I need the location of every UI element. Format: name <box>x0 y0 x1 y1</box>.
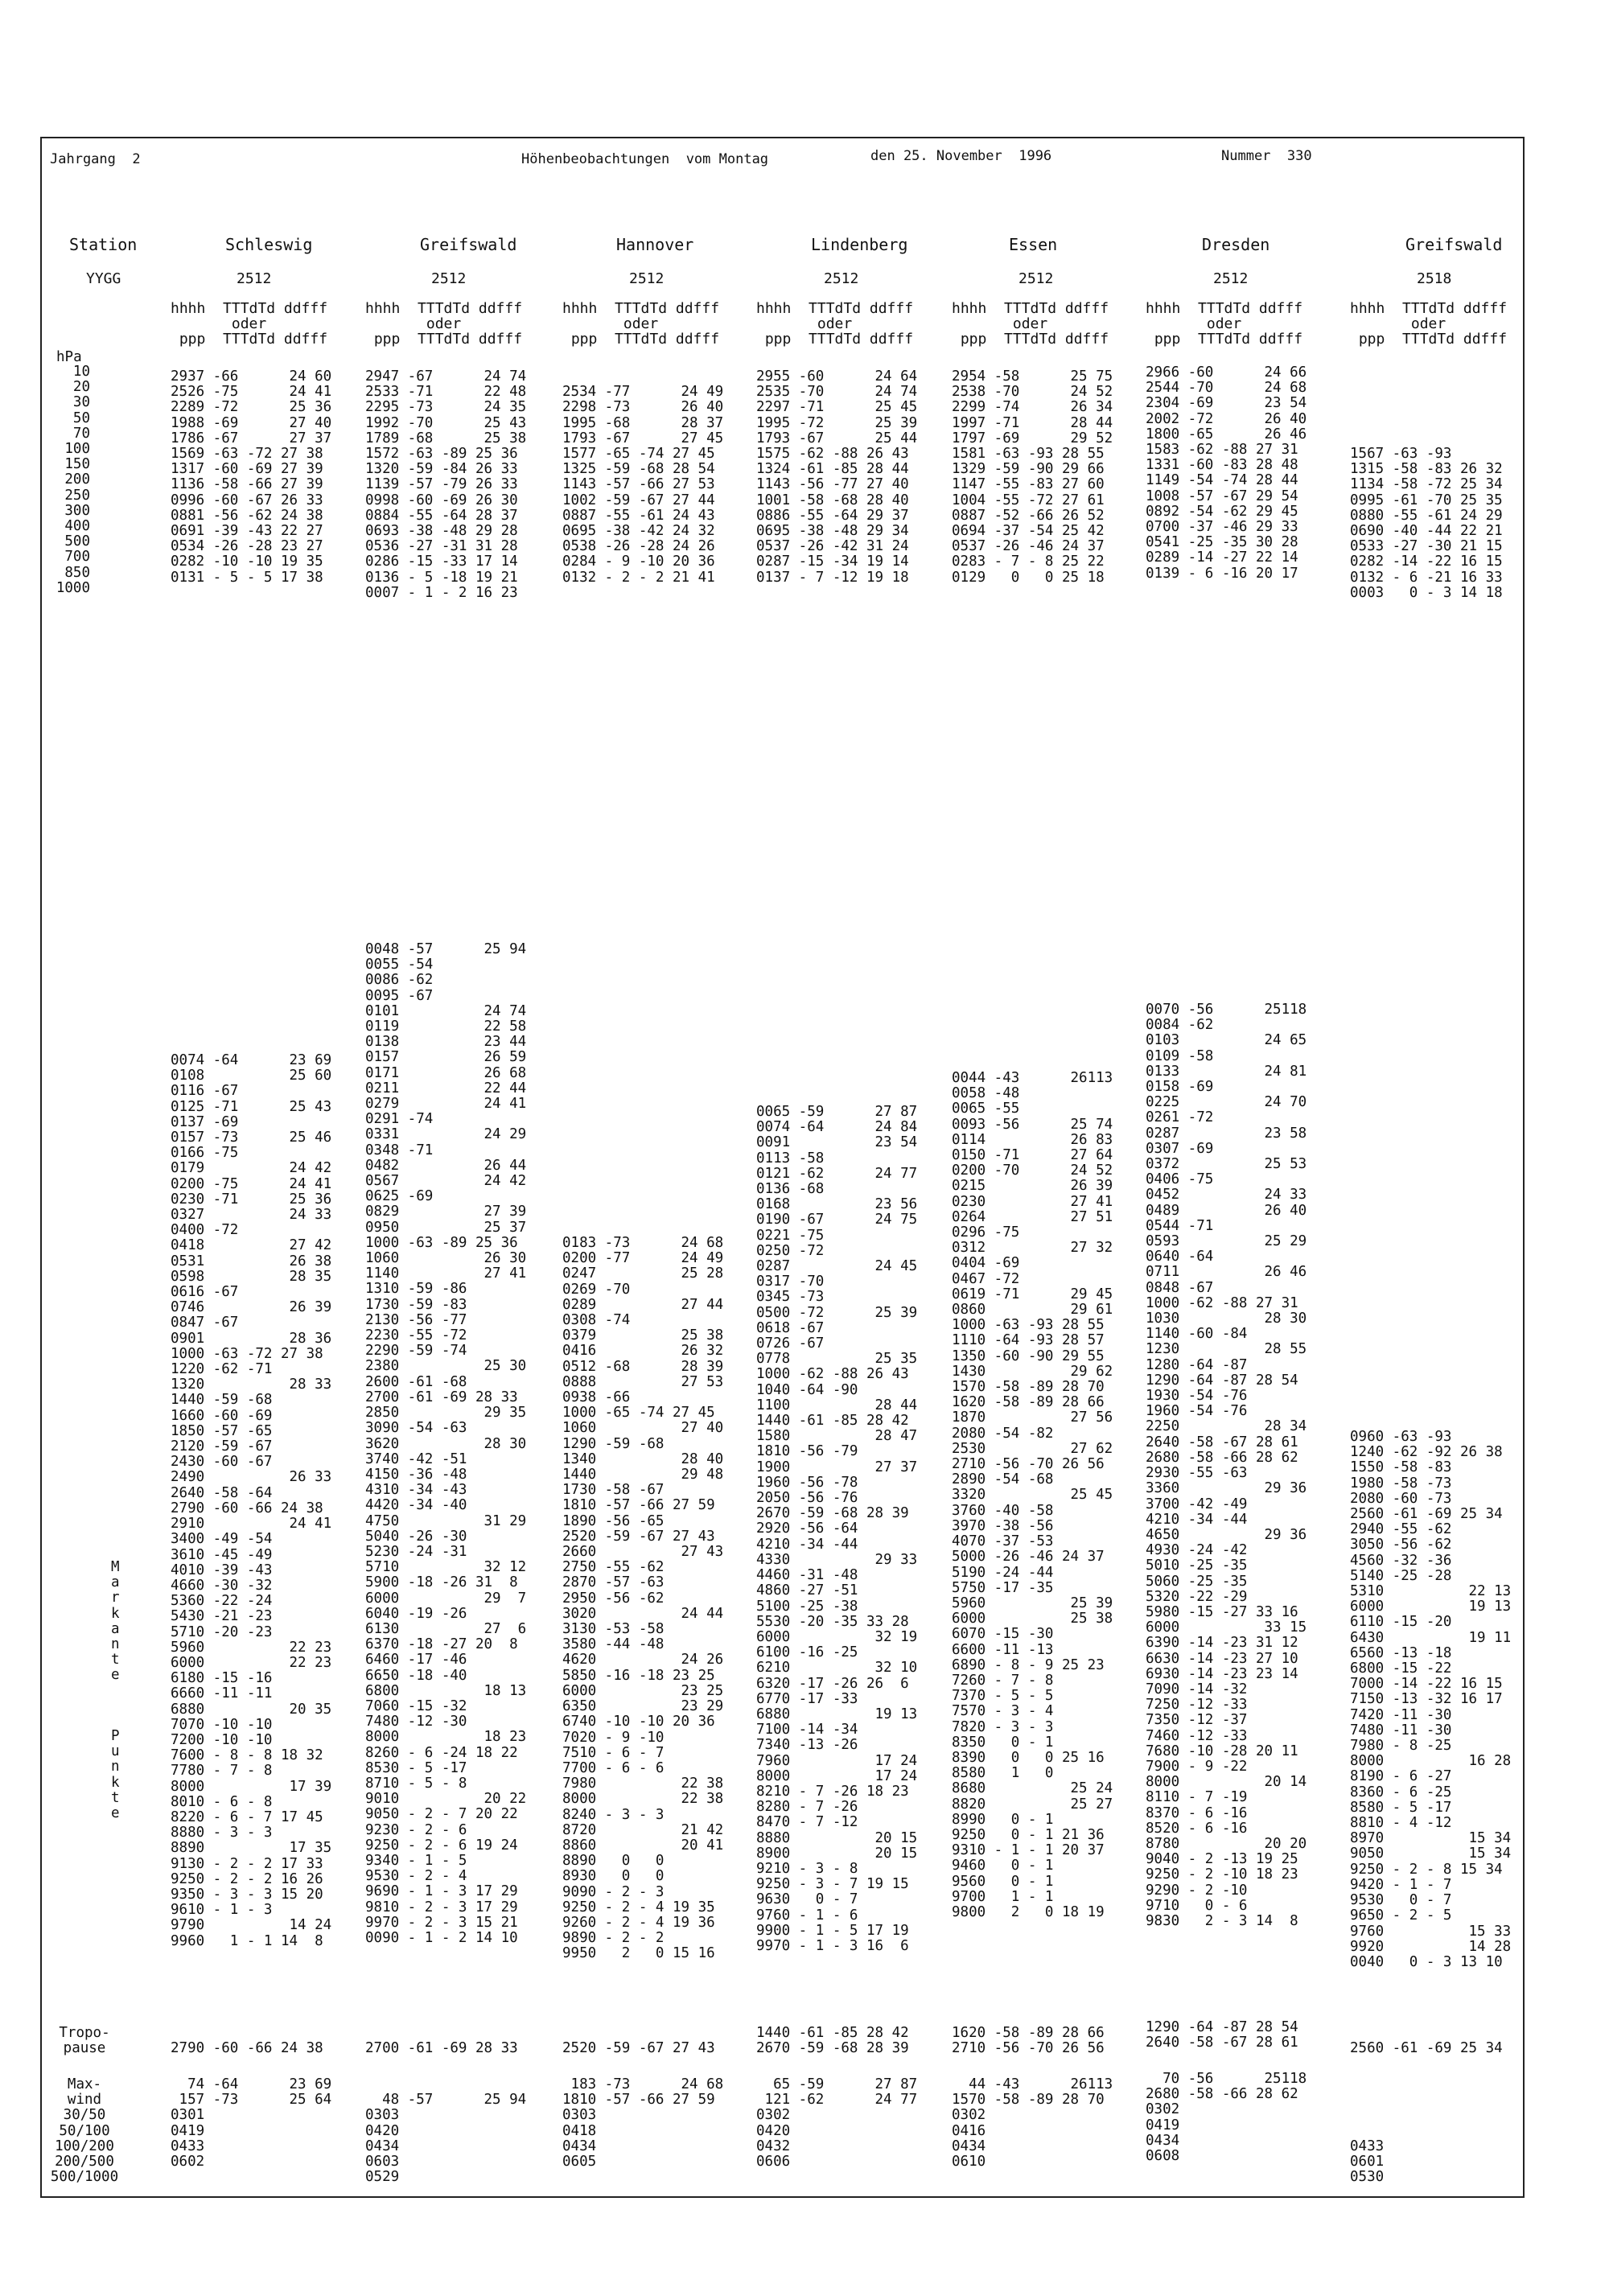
maxwind-data: 65 -59 27 87 121 -62 24 77 0302 0420 0432 0606 <box>756 2076 918 2171</box>
maxwind-label: Max- wind 30/50 50/100 100/200 200/500 500/1000 <box>50 2076 119 2186</box>
column-header: hhhh TTTdTd ddfff oder ppp TTTdTd ddfff <box>1350 300 1508 348</box>
yygg-label: YYGG <box>86 270 121 287</box>
standard-levels: 2954 -58 25 75 2538 -70 24 52 2299 -74 26 34 1997 -71 28 44 1797 -69 29 52 1581 -63 -93 28 55 1329 -59 -90 29 66 1147 -55 -83 27 60 1004 -55 -72 27 61 0887 -52 -66 26 52 0694 -37 -54 25 42 0537 -26 -46 24 37 0283 - 7 - 8 25 22 0129 0 0 25 18 <box>952 368 1113 586</box>
tropopause-data: 1290 -64 -87 28 54 2640 -58 -67 28 61 <box>1146 2019 1298 2051</box>
jahrgang: Jahrgang 2 <box>50 151 141 167</box>
station-label: Station <box>69 235 138 254</box>
pressure-levels: 10 20 30 50 70 100 150 200 250 300 400 500 700 850 1000 <box>56 364 90 596</box>
hpa-label: hPa <box>56 349 82 365</box>
station-yygg: 2512 <box>629 270 665 287</box>
column-header: hhhh TTTdTd ddfff oder ppp TTTdTd ddfff <box>756 300 914 348</box>
significant-points: 0044 -43 26113 0058 -48 0065 -55 0093 -56 25 74 0114 26 83 0150 -71 27 64 0200 -70 24 52 0215 26 39 0230 27 41 0264 27 51 0296 -75 0312 27 32 0404 -69 0467 -72 0619 -71 29 45 0860 29 61 1000 -63 -93 28 55 1110 -64 -93 28 57 1350 -60 -90 29 55 1430 29 62 1570 -58 -89 28 70 1620 -58 -89 28 66 1870 27 56 2080 -54 -82 2530 27 62 2710 -56 -70 26 56 2890 -54 -68 3320 25 45 3760 -40 -58 3970 -38 -56 4070 -37 -53 5000 -26 -46 24 37 5190 -24 -44 5750 -17 -35 5960 25 39 6000 25 38 6070 -15 -30 6600 -11 -13 6890 - 8 - 9 25 23 7260 - 7 - 8 7370 - 5 - 5 7570 - 3 - 4 7820 - 3 - 3 8350 0 - 1 8390 0 0 25 16 8580 1 0 8680 25 24 8820 25 27 8990 0 - 1 9250 0 - 1 21 36 9310 - 1 - 1 20 37 9460 0 - 1 9560 0 - 1 9700 1 - 1 9800 2 0 18 19 <box>952 1070 1113 1920</box>
significant-points: 0048 -57 25 94 0055 -54 0086 -62 0095 -67 0101 24 74 0119 22 58 0138 23 44 0157 26 59 0171 26 68 0211 22 44 0279 24 41 0291 -74 0331 24 29 0348 -71 0482 26 44 0567 24 42 0625 -69 0829 27 39 0950 25 37 1000 -63 -89 25 36 1060 26 30 1140 27 41 1310 -59 -86 1730 -59 -83 2130 -56 -77 2230 -55 -72 2290 -59 -74 2380 25 30 2600 -61 -68 2700 -61 -69 28 33 2850 29 35 3090 -54 -63 3620 28 30 3740 -42 -51 4150 -36 -48 4310 -34 -43 4420 -34 -40 4750 31 29 5040 -26 -30 5230 -24 -31 5710 32 12 5900 -18 -26 31 8 6000 29 7 6040 -19 -26 6130 27 6 6370 -18 -27 20 8 6460 -17 -46 6650 -18 -40 6800 18 13 7060 -15 -32 7480 -12 -30 8000 18 23 8260 - 6 -24 18 22 8530 - 5 -17 8710 - 5 - 8 9010 20 22 9050 - 2 - 7 20 22 9230 - 2 - 6 9250 - 2 - 6 19 24 9340 - 1 - 5 9530 - 2 - 4 9690 - 1 - 3 17 29 9810 - 2 - 3 17 29 9970 - 2 - 3 15 21 0090 - 1 - 2 14 10 <box>365 941 527 1946</box>
tropopause-data: 2560 -61 -69 25 34 <box>1350 2040 1503 2057</box>
punkte-label: P u n k t e <box>111 1728 120 1822</box>
tropopause-data: 2520 -59 -67 27 43 <box>562 2040 715 2057</box>
maxwind-data: 48 -57 25 94 0303 0420 0434 0603 0529 <box>365 2092 527 2186</box>
station-name: Lindenberg <box>811 235 908 254</box>
significant-points: 0074 -64 23 69 0108 25 60 0116 -67 0125 -71 25 43 0137 -69 0157 -73 25 46 0166 -75 0179 24 42 0200 -75 24 41 0230 -71 25 36 0327 24 33 0400 -72 0418 27 42 0531 26 38 0598 28 35 0616 -67 0746 26 39 0847 -67 0901 28 36 1000 -63 -72 27 38 1220 -62 -71 1320 28 33 1440 -59 -68 1660 -60 -69 1850 -57 -65 2120 -59 -67 2430 -60 -67 2490 26 33 2640 -58 -64 2790 -60 -66 24 38 2910 24 41 3400 -49 -54 3610 -45 -49 4010 -39 -43 4660 -30 -32 5360 -22 -24 5430 -21 -23 5710 -20 -23 5960 22 23 6000 22 23 6180 -15 -16 6660 -11 -11 6880 20 35 7070 -10 -10 7200 -10 -10 7600 - 8 - 8 18 32 7780 - 7 - 8 8000 17 39 8010 - 6 - 8 8220 - 6 - 7 17 45 8880 - 3 - 3 8890 17 35 9130 - 2 - 2 17 33 9250 - 2 - 2 16 26 9350 - 3 - 3 15 20 9610 - 1 - 3 9790 14 24 9960 1 - 1 14 8 <box>171 1052 332 1949</box>
maxwind-data: 74 -64 23 69 157 -73 25 64 0301 0419 0433 0602 <box>171 2076 332 2171</box>
column-header: hhhh TTTdTd ddfff oder ppp TTTdTd ddfff <box>171 300 328 348</box>
maxwind-data: 44 -43 26113 1570 -58 -89 28 70 0302 0416 0434 0610 <box>952 2076 1113 2171</box>
maxwind-data: 70 -56 25118 2680 -58 -66 28 62 0302 0419 0434 0608 <box>1146 2071 1307 2165</box>
standard-levels: 1567 -63 -93 1315 -58 -83 26 32 1134 -58 -72 25 34 0995 -61 -70 25 35 0880 -55 -61 24 29 0690 -40 -44 22 21 0533 -27 -30 21 15 0282 -14 -22 16 15 0132 - 6 -21 16 33 0003 0 - 3 14 18 <box>1350 446 1503 601</box>
issue-number: Nummer 330 <box>1221 148 1312 164</box>
column-header: hhhh TTTdTd ddfff oder ppp TTTdTd ddfff <box>365 300 523 348</box>
standard-levels: 2966 -60 24 66 2544 -70 24 68 2304 -69 23 54 2002 -72 26 40 1800 -65 26 46 1583 -62 -88 27 31 1331 -60 -83 28 48 1149 -54 -74 28 44 1008 -57 -67 29 54 0892 -54 -62 29 45 0700 -37 -46 29 33 0541 -25 -35 30 28 0289 -14 -27 22 14 0139 - 6 -16 20 17 <box>1146 364 1307 582</box>
tropopause-data: 1620 -58 -89 28 66 2710 -56 -70 26 56 <box>952 2025 1105 2057</box>
station-name: Greifswald <box>1405 235 1503 254</box>
significant-points: 0070 -56 25118 0084 -62 0103 24 65 0109 -58 0133 24 81 0158 -69 0225 24 70 0261 -72 0287 23 58 0307 -69 0372 25 53 0406 -75 0452 24 33 0489 26 40 0544 -71 0593 25 29 0640 -64 0711 26 46 0848 -67 1000 -62 -88 27 31 1030 28 30 1140 -60 -84 1230 28 55 1280 -64 -87 1290 -64 -87 28 54 1930 -54 -76 1960 -54 -76 2250 28 34 2640 -58 -67 28 61 2680 -58 -66 28 62 2930 -55 -63 3360 29 36 3700 -42 -49 4210 -34 -44 4650 29 36 4930 -24 -42 5010 -25 -35 5060 -25 -35 5320 -22 -29 5980 -15 -27 33 16 6000 33 15 6390 -14 -23 31 12 6630 -14 -23 27 10 6930 -14 -23 23 14 7090 -14 -32 7250 -12 -33 7350 -12 -37 7460 -12 -33 7680 -10 -28 20 11 7900 - 9 -22 8000 20 14 8110 - 7 -19 8370 - 6 -16 8520 - 6 -16 8780 20 20 9040 - 2 -13 19 25 9250 - 2 -10 18 23 9290 - 2 -10 9710 0 - 6 9830 2 - 3 14 8 <box>1146 1002 1307 1929</box>
maxwind-data: 0433 0601 0530 <box>1350 2138 1385 2186</box>
significant-points: 0960 -63 -93 1240 -62 -92 26 38 1550 -58 -83 1980 -58 -73 2080 -60 -73 2560 -61 -69 25 34 2940 -55 -62 3050 -56 -62 4560 -32 -36 5140 -25 -28 5310 22 13 6000 19 13 6110 -15 -20 6430 19 11 6560 -13 -18 6800 -15 -22 7000 -14 -22 16 15 7150 -13 -32 16 17 7420 -11 -30 7480 -11 -30 7980 - 8 -25 8000 16 28 8190 - 6 -27 8360 - 6 -25 8580 - 5 -17 8810 - 4 -12 8970 15 34 9050 15 34 9250 - 2 - 8 15 34 9420 - 1 - 7 9530 0 - 7 9650 - 2 - 5 9760 15 33 9920 14 28 0040 0 - 3 13 10 <box>1350 1429 1512 1970</box>
standard-levels: 2937 -66 24 60 2526 -75 24 41 2289 -72 25 36 1988 -69 27 40 1786 -67 27 37 1569 -63 -72 27 38 1317 -60 -69 27 39 1136 -58 -66 27 39 0996 -60 -67 26 33 0881 -56 -62 24 38 0691 -39 -43 22 27 0534 -26 -28 23 27 0282 -10 -10 19 35 0131 - 5 - 5 17 38 <box>171 368 332 586</box>
station-name: Greifswald <box>420 235 517 254</box>
station-name: Essen <box>1009 235 1058 254</box>
tropopause-data: 2700 -61 -69 28 33 <box>365 2040 518 2057</box>
station-yygg: 2512 <box>824 270 859 287</box>
maxwind-data: 183 -73 24 68 1810 -57 -66 27 59 0303 0418 0434 0605 <box>562 2076 724 2171</box>
standard-levels: 2534 -77 24 49 2298 -73 26 40 1995 -68 28 37 1793 -67 27 45 1577 -65 -74 27 45 1325 -59 -68 28 54 1143 -57 -66 27 53 1002 -59 -67 27 44 0887 -55 -61 24 43 0695 -38 -42 24 32 0538 -26 -28 24 26 0284 - 9 -10 20 36 0132 - 2 - 2 21 41 <box>562 384 724 586</box>
station-name: Schleswig <box>225 235 313 254</box>
column-header: hhhh TTTdTd ddfff oder ppp TTTdTd ddfff <box>562 300 720 348</box>
significant-points: 0183 -73 24 68 0200 -77 24 49 0247 25 28 0269 -70 0289 27 44 0308 -74 0379 25 38 0416 26 32 0512 -68 28 39 0888 27 53 0938 -66 1000 -65 -74 27 45 1060 27 40 1290 -59 -68 1340 28 40 1440 29 48 1730 -58 -67 1810 -57 -66 27 59 1890 -56 -65 2520 -59 -67 27 43 2660 27 43 2750 -55 -62 2870 -57 -63 2950 -56 -62 3020 24 44 3130 -53 -58 3580 -44 -48 4620 24 26 5850 -16 -18 23 25 6000 23 25 6350 23 29 6740 -10 -10 20 36 7020 - 9 -10 7510 - 6 - 7 7700 - 6 - 6 7980 22 38 8000 22 38 8240 - 3 - 3 8720 21 42 8860 20 41 8890 0 0 8930 0 0 9090 - 2 - 3 9250 - 2 - 4 19 35 9260 - 2 - 4 19 36 9890 - 2 - 2 9950 2 0 15 16 <box>562 1235 724 1962</box>
station-yygg: 2512 <box>1018 270 1054 287</box>
standard-levels: 2947 -67 24 74 2533 -71 22 48 2295 -73 24 35 1992 -70 25 43 1789 -68 25 38 1572 -63 -89 25 36 1320 -59 -84 26 33 1139 -57 -79 26 33 0998 -60 -69 26 30 0884 -55 -64 28 37 0693 -38 -48 29 28 0536 -27 -31 31 28 0286 -15 -33 17 14 0136 - 5 -18 19 21 0007 - 1 - 2 16 23 <box>365 368 527 601</box>
page-title: Höhenbeobachtungen vom Montag <box>521 151 769 167</box>
column-header: hhhh TTTdTd ddfff oder ppp TTTdTd ddfff <box>952 300 1109 348</box>
date: den 25. November 1996 <box>870 148 1052 164</box>
tropopause-data: 2790 -60 -66 24 38 <box>171 2040 323 2057</box>
tropopause-data: 1440 -61 -85 28 42 2670 -59 -68 28 39 <box>756 2025 909 2057</box>
station-yygg: 2512 <box>1213 270 1249 287</box>
significant-points: 0065 -59 27 87 0074 -64 24 84 0091 23 54 0113 -58 0121 -62 24 77 0136 -68 0168 23 56 0190 -67 24 75 0221 -75 0250 -72 0287 24 45 0317 -70 0345 -73 0500 -72 25 39 0618 -67 0726 -67 0778 25 35 1000 -62 -88 26 43 1040 -64 -90 1100 28 44 1440 -61 -85 28 42 1580 28 47 1810 -56 -79 1900 27 37 1960 -56 -78 2050 -56 -76 2670 -59 -68 28 39 2920 -56 -64 4210 -34 -44 4330 29 33 4460 -31 -48 4860 -27 -51 5100 -25 -38 5530 -20 -35 33 28 6000 32 19 6100 -16 -25 6210 32 10 6320 -17 -26 26 6 6770 -17 -33 6880 19 13 7100 -14 -34 7340 -13 -26 7960 17 24 8000 17 24 8210 - 7 -26 18 23 8280 - 7 -26 8470 - 7 -12 8880 20 15 8900 20 15 9210 - 3 - 8 9250 - 3 - 7 19 15 9630 0 - 7 9760 - 1 - 6 9900 - 1 - 5 17 19 9970 - 1 - 3 16 6 <box>756 1104 918 1954</box>
station-name: Hannover <box>616 235 694 254</box>
markante-label: M a r k a n t e <box>111 1559 120 1684</box>
station-name: Dresden <box>1202 235 1270 254</box>
column-header: hhhh TTTdTd ddfff oder ppp TTTdTd ddfff <box>1146 300 1303 348</box>
standard-levels: 2955 -60 24 64 2535 -70 24 74 2297 -71 25 45 1995 -72 25 39 1793 -67 25 44 1575 -62 -88 26 43 1324 -61 -85 28 44 1143 -56 -77 27 40 1001 -58 -68 28 40 0886 -55 -64 29 37 0695 -38 -48 29 34 0537 -26 -42 31 24 0287 -15 -34 19 14 0137 - 7 -12 19 18 <box>756 368 918 586</box>
station-yygg: 2512 <box>431 270 467 287</box>
tropopause-label: Tropo- pause <box>59 2025 110 2057</box>
station-yygg: 2518 <box>1417 270 1452 287</box>
station-yygg: 2512 <box>237 270 272 287</box>
